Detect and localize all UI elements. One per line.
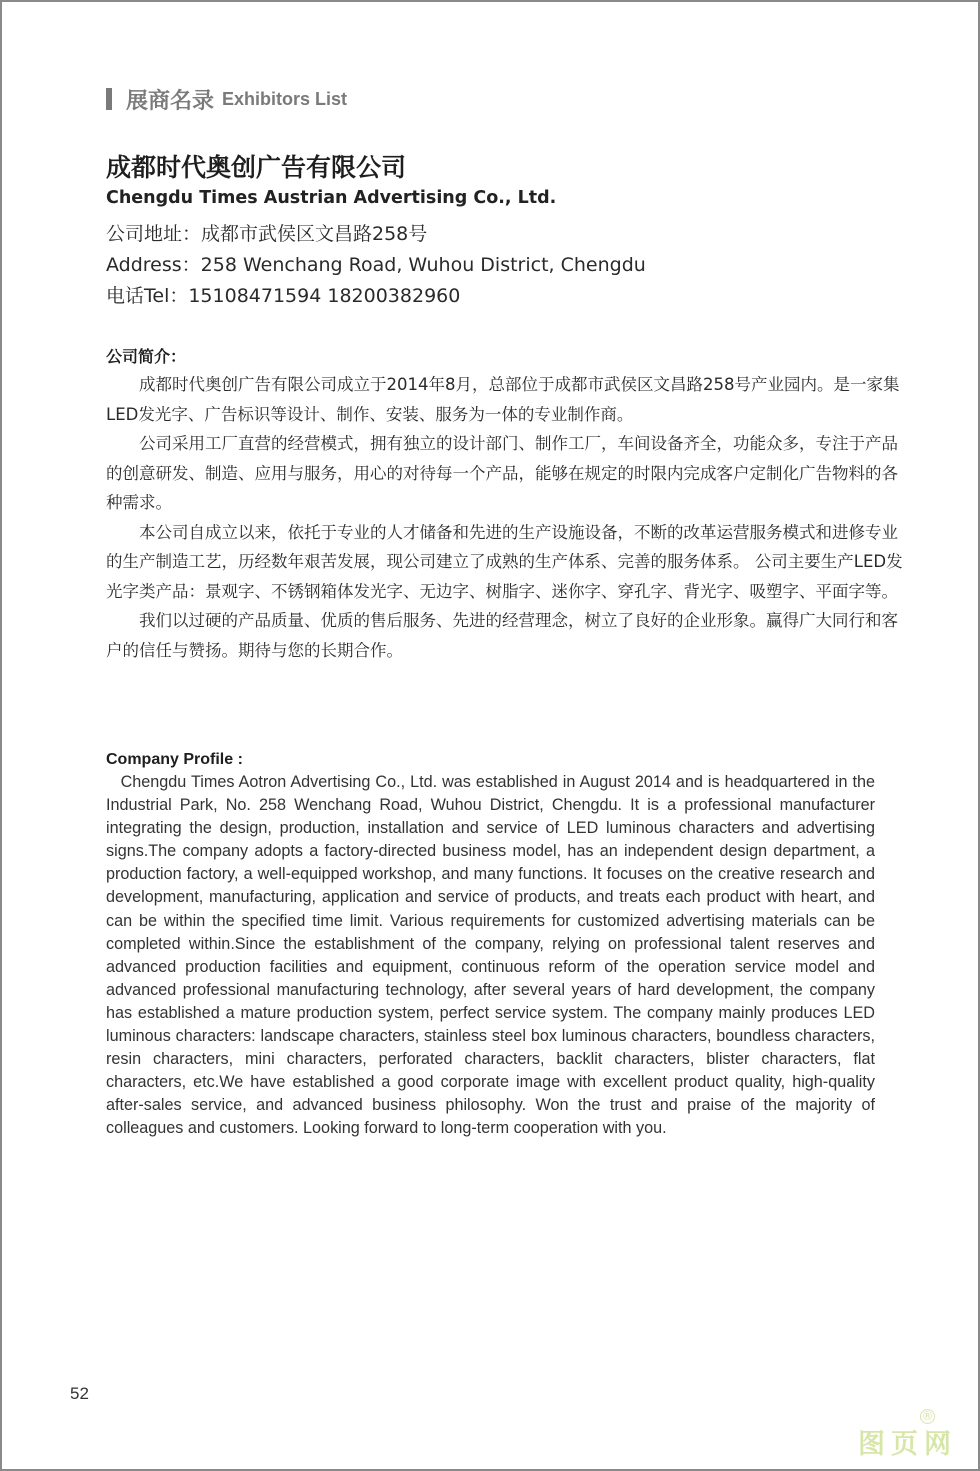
intro-cn-paragraph: 本公司自成立以来，依托于专业的人才储备和先进的生产设施设备，不断的改革运营服务模式和进修专业的生产制造工艺，历经数年艰苦发展，现公司建立了成熟的生产体系、完善的服务体系。 公司主要生产LED发光字类产品：景观字、不锈钢箱体发光字、无边字、树脂字、迷你字、穿孔字、背光字、吸塑字、平面字等。 [106, 522, 903, 601]
registered-mark-icon: ® [921, 1409, 934, 1423]
header-accent-bar [106, 88, 112, 110]
profile-en-paragraph: Chengdu Times Aotron Advertising Co., Ltd. was established in August 2014 and is headquartered in the Industrial Park, No. 258 Wenchang Road, Wuhou District, Chengdu. It is a professional manufacturer integrating the design, production, installation and service of LED luminous characters and advertising signs.The company adopts a factory-directed business model, has an independent design department, a production factory, a well-equipped workshop, and many functions. It focuses on the creative research and development, manufacturing, application and service of products, and treats each product with heart, and can be within the specified time limit. Various requirements for customized advertising materials can be completed within.Since the establishment of the company, relying on professional talent reserves and advanced production facilities and equipment, continuous reform of the operation service model and advanced professional manufacturing technology, after several years of hard development, the company has established a mature production system, perfect service system. The company mainly produces LED luminous characters: landscape characters, stainless steel box luminous characters, boundless characters, resin characters, mini characters, perforated characters, backlit characters, blister characters, flat characters, etc.We have established a good corporate image with excellent product quality, high-quality after-sales service, and advanced business philosophy. Won the trust and praise of the majority of colleagues and customers. Looking forward to long-term cooperation with you. [106, 773, 875, 1138]
company-telephone: 电话Tel：15108471594 18200382960 [106, 285, 461, 307]
intro-cn-paragraph: 公司采用工厂直营的经营模式，拥有独立的设计部门、制作工厂，车间设备齐全，功能众多，专注于产品的创意研发、制造、应用与服务，用心的对待每一个产品，能够在规定的时限内完成客户定制化广告物料的各种需求。 [106, 434, 898, 512]
watermark-logo: 图页网 [858, 1429, 957, 1460]
intro-cn-title: 公司简介： [106, 347, 187, 366]
intro-cn-body [106, 370, 906, 665]
header-title-cn: 展商名录 [126, 88, 215, 114]
profile-en-body [106, 771, 875, 1141]
intro-cn-paragraph: 我们以过硬的产品质量、优质的售后服务、先进的经营理念，树立了良好的企业形象。赢得广大同行和客户的信任与赞扬。期待与您的长期合作。 [106, 611, 898, 660]
section-header [106, 84, 347, 114]
intro-cn-paragraph: 成都时代奥创广告有限公司成立于2014年8月，总部位于成都市武侯区文昌路258号产业园内。是一家集LED发光字、广告标识等设计、制作、安装、服务为一体的专业制作商。 [106, 375, 900, 424]
header-title-en: Exhibitors List [222, 88, 348, 109]
company-address-cn: 公司地址：成都市武侯区文昌路258号 [106, 223, 428, 245]
company-address-en: Address：258 Wenchang Road, Wuhou District, Chengdu [106, 254, 646, 276]
company-name-cn: 成都时代奥创广告有限公司 [106, 153, 407, 182]
company-name-en: Chengdu Times Austrian Advertising Co., Ltd. [106, 188, 557, 208]
page-number: 52 [70, 1384, 89, 1403]
profile-en-title: Company Profile : [106, 751, 243, 768]
